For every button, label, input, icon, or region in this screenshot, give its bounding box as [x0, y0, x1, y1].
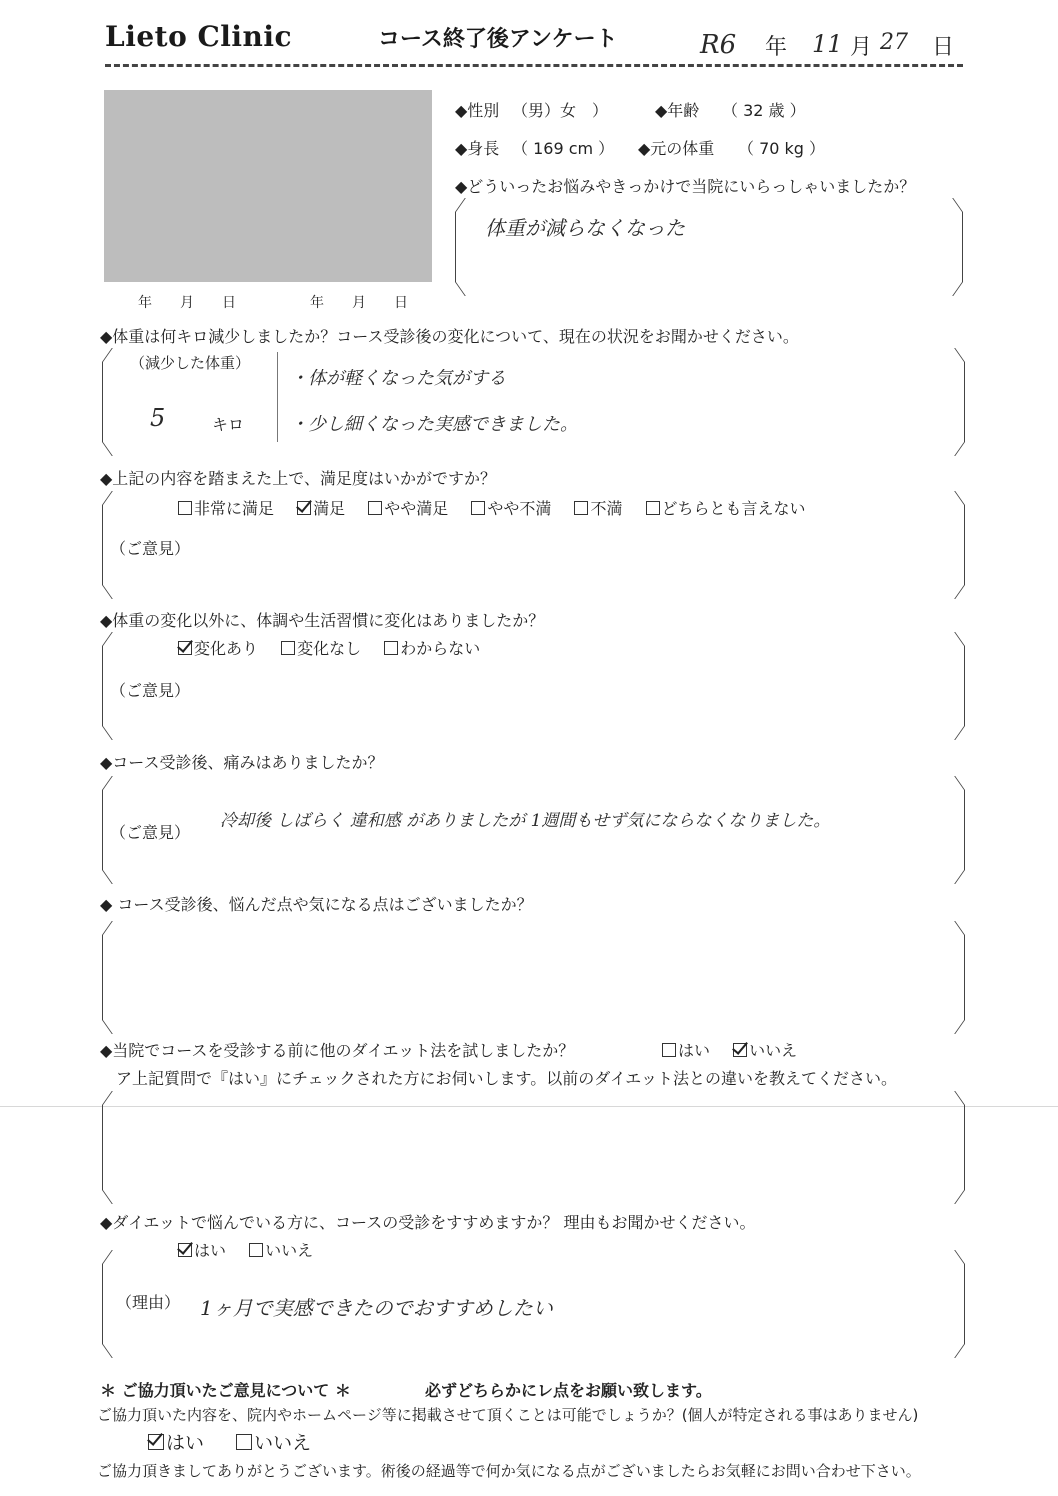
q8-option-no[interactable]: いいえ [249, 1238, 313, 1261]
q2-answer-2: ・少し細くなった実感できました。 [290, 414, 578, 435]
q7-option-no[interactable]: いいえ [733, 1038, 797, 1061]
q7-checkbox-0[interactable] [662, 1043, 676, 1057]
q4-question: ◆体重の変化以外に、体調や生活習慣に変化はありましたか？ [100, 611, 545, 630]
q4-checkbox-0[interactable] [178, 641, 192, 655]
footer-checkbox-0[interactable] [148, 1434, 164, 1450]
date-day: 27 [880, 30, 908, 55]
q2-bracket-right [954, 362, 965, 442]
footer-option-yes[interactable]: はい [148, 1428, 204, 1455]
q5-answer: 冷却後 しばらく 違和感 がありましたが 1週間もせず気にならなくなりました。 [220, 811, 831, 831]
age-value: （ 32 歳 ） [722, 101, 806, 120]
age-label: ◆年齢 [655, 101, 700, 120]
q2-divider [277, 352, 278, 442]
q2-bracket-left [102, 362, 113, 442]
q8-answer: 1ヶ月で実感できたのでおすすめしたい [200, 1296, 553, 1320]
gender-label: ◆性別 [455, 101, 500, 120]
q3-bracket-right [954, 505, 965, 585]
day-label: 日 [932, 35, 955, 60]
q2-weight-label: （減少した体重） [130, 354, 251, 372]
q3-checkbox-2[interactable] [368, 501, 382, 515]
clinic-logo: Lieto Clinic [105, 20, 293, 53]
q3-option-neutral[interactable]: どちらとも言えない [646, 496, 806, 519]
q2-question: ◆体重は何キロ減少しましたか？コース受診後の変化について、現在の状況をお聞かせください。 [100, 327, 799, 346]
scan-line [0, 1106, 1058, 1107]
q7-subquestion: ア上記質問で『はい』にチェックされた方にお伺いします。以前のダイエット法との違いを教えてください。 [116, 1069, 897, 1088]
q7-options [662, 1038, 815, 1061]
q1-bracket-right [952, 212, 963, 282]
q3-options [178, 496, 824, 519]
photo-date-right: 年 月 日 [310, 295, 408, 311]
q6-bracket-right [954, 935, 965, 1020]
q8-checkbox-0[interactable] [178, 1243, 192, 1257]
q3-option-somewhat-dissatisfied[interactable]: やや不満 [471, 496, 551, 519]
q3-option-very-satisfied[interactable]: 非常に満足 [178, 496, 274, 519]
q1-answer: 体重が減らなくなった [485, 216, 685, 240]
q3-checkbox-1[interactable] [297, 501, 311, 515]
footer-option-no[interactable]: いいえ [236, 1428, 311, 1455]
q4-checkbox-1[interactable] [281, 641, 295, 655]
q8-option-yes[interactable]: はい [178, 1238, 226, 1261]
q2-weight-value: 5 [150, 404, 166, 432]
q4-bracket-right [954, 646, 965, 726]
height-value: （ 169 cm ） [512, 139, 615, 158]
q7-checkbox-1[interactable] [733, 1043, 747, 1057]
photo-date-left: 年 月 日 [138, 295, 236, 311]
q4-option-changed[interactable]: 変化あり [178, 636, 258, 659]
header-divider [105, 64, 963, 67]
q7-option-yes[interactable]: はい [662, 1038, 710, 1061]
date-month: 11 [812, 30, 843, 58]
footer-must: 必ずどちらかにレ点をお願い致します。 [425, 1381, 712, 1400]
q5-bracket-right [954, 790, 965, 870]
height-label: ◆身長 [455, 139, 500, 158]
q3-checkbox-0[interactable] [178, 501, 192, 515]
q4-options [178, 636, 498, 659]
q8-reason-label: （理由） [116, 1293, 181, 1312]
q8-options [178, 1238, 331, 1261]
q3-checkbox-3[interactable] [471, 501, 485, 515]
q2-answer-1: ・体が軽くなった気がする [290, 368, 506, 389]
q1-question: ◆どういったお悩みやきっかけで当院にいらっしゃいましたか？ [455, 177, 916, 196]
footer-options [148, 1428, 329, 1455]
footer-checkbox-1[interactable] [236, 1434, 252, 1450]
gender-value: （男）女 ） [512, 101, 609, 120]
q3-question: ◆上記の内容を踏まえた上で、満足度はいかがですか？ [100, 469, 496, 488]
year-label: 年 [765, 35, 788, 60]
q4-comment-label: （ご意見） [110, 681, 191, 700]
q1-bracket-left [455, 212, 466, 282]
q3-comment-label: （ご意見） [110, 539, 191, 558]
date-era: R6 [700, 30, 737, 60]
weight-value: （ 70 kg ） [738, 139, 826, 158]
month-label: 月 [850, 35, 873, 60]
q3-checkbox-4[interactable] [574, 501, 588, 515]
before-after-photo [104, 90, 432, 282]
footer-heading: ＊ ご協力頂いたご意見について ＊ [100, 1381, 351, 1400]
q4-option-unknown[interactable]: わからない [384, 636, 480, 659]
form-title: コース終了後アンケート [378, 27, 618, 52]
q8-bracket-left [102, 1264, 113, 1344]
q8-question: ◆ダイエットで悩んでいる方に、コースの受診をすすめますか？ 理由もお聞かせください。 [100, 1213, 756, 1232]
q7-question: ◆当院でコースを受診する前に他のダイエット法を試しましたか？ [100, 1041, 575, 1060]
q2-unit: キロ [212, 415, 245, 434]
q8-checkbox-1[interactable] [249, 1243, 263, 1257]
q8-bracket-right [954, 1264, 965, 1344]
weight-label: ◆元の体重 [638, 139, 715, 158]
q4-checkbox-2[interactable] [384, 641, 398, 655]
q3-option-dissatisfied[interactable]: 不満 [574, 496, 622, 519]
q3-option-satisfied[interactable]: 満足 [297, 496, 345, 519]
q7-bracket-right [954, 1105, 965, 1190]
q3-option-somewhat-satisfied[interactable]: やや満足 [368, 496, 448, 519]
footer-thanks: ご協力頂きましてありがとうございます。術後の経過等で何か気になる点がございましたらお気軽にお問い合わせ下さい。 [97, 1462, 921, 1480]
footer-consent: ご協力頂いた内容を、院内やホームページ等に掲載させて頂くことは可能でしょうか？(個人が特定される事はありません) [97, 1406, 919, 1424]
q5-question: ◆コース受診後、痛みはありましたか？ [100, 753, 384, 772]
q5-comment-label: （ご意見） [110, 823, 191, 842]
q7-bracket-left [102, 1105, 113, 1190]
q6-bracket-left [102, 935, 113, 1020]
q3-checkbox-5[interactable] [646, 501, 660, 515]
q4-option-no-change[interactable]: 変化なし [281, 636, 361, 659]
q6-question: ◆ コース受診後、悩んだ点や気になる点はございましたか？ [100, 895, 533, 914]
